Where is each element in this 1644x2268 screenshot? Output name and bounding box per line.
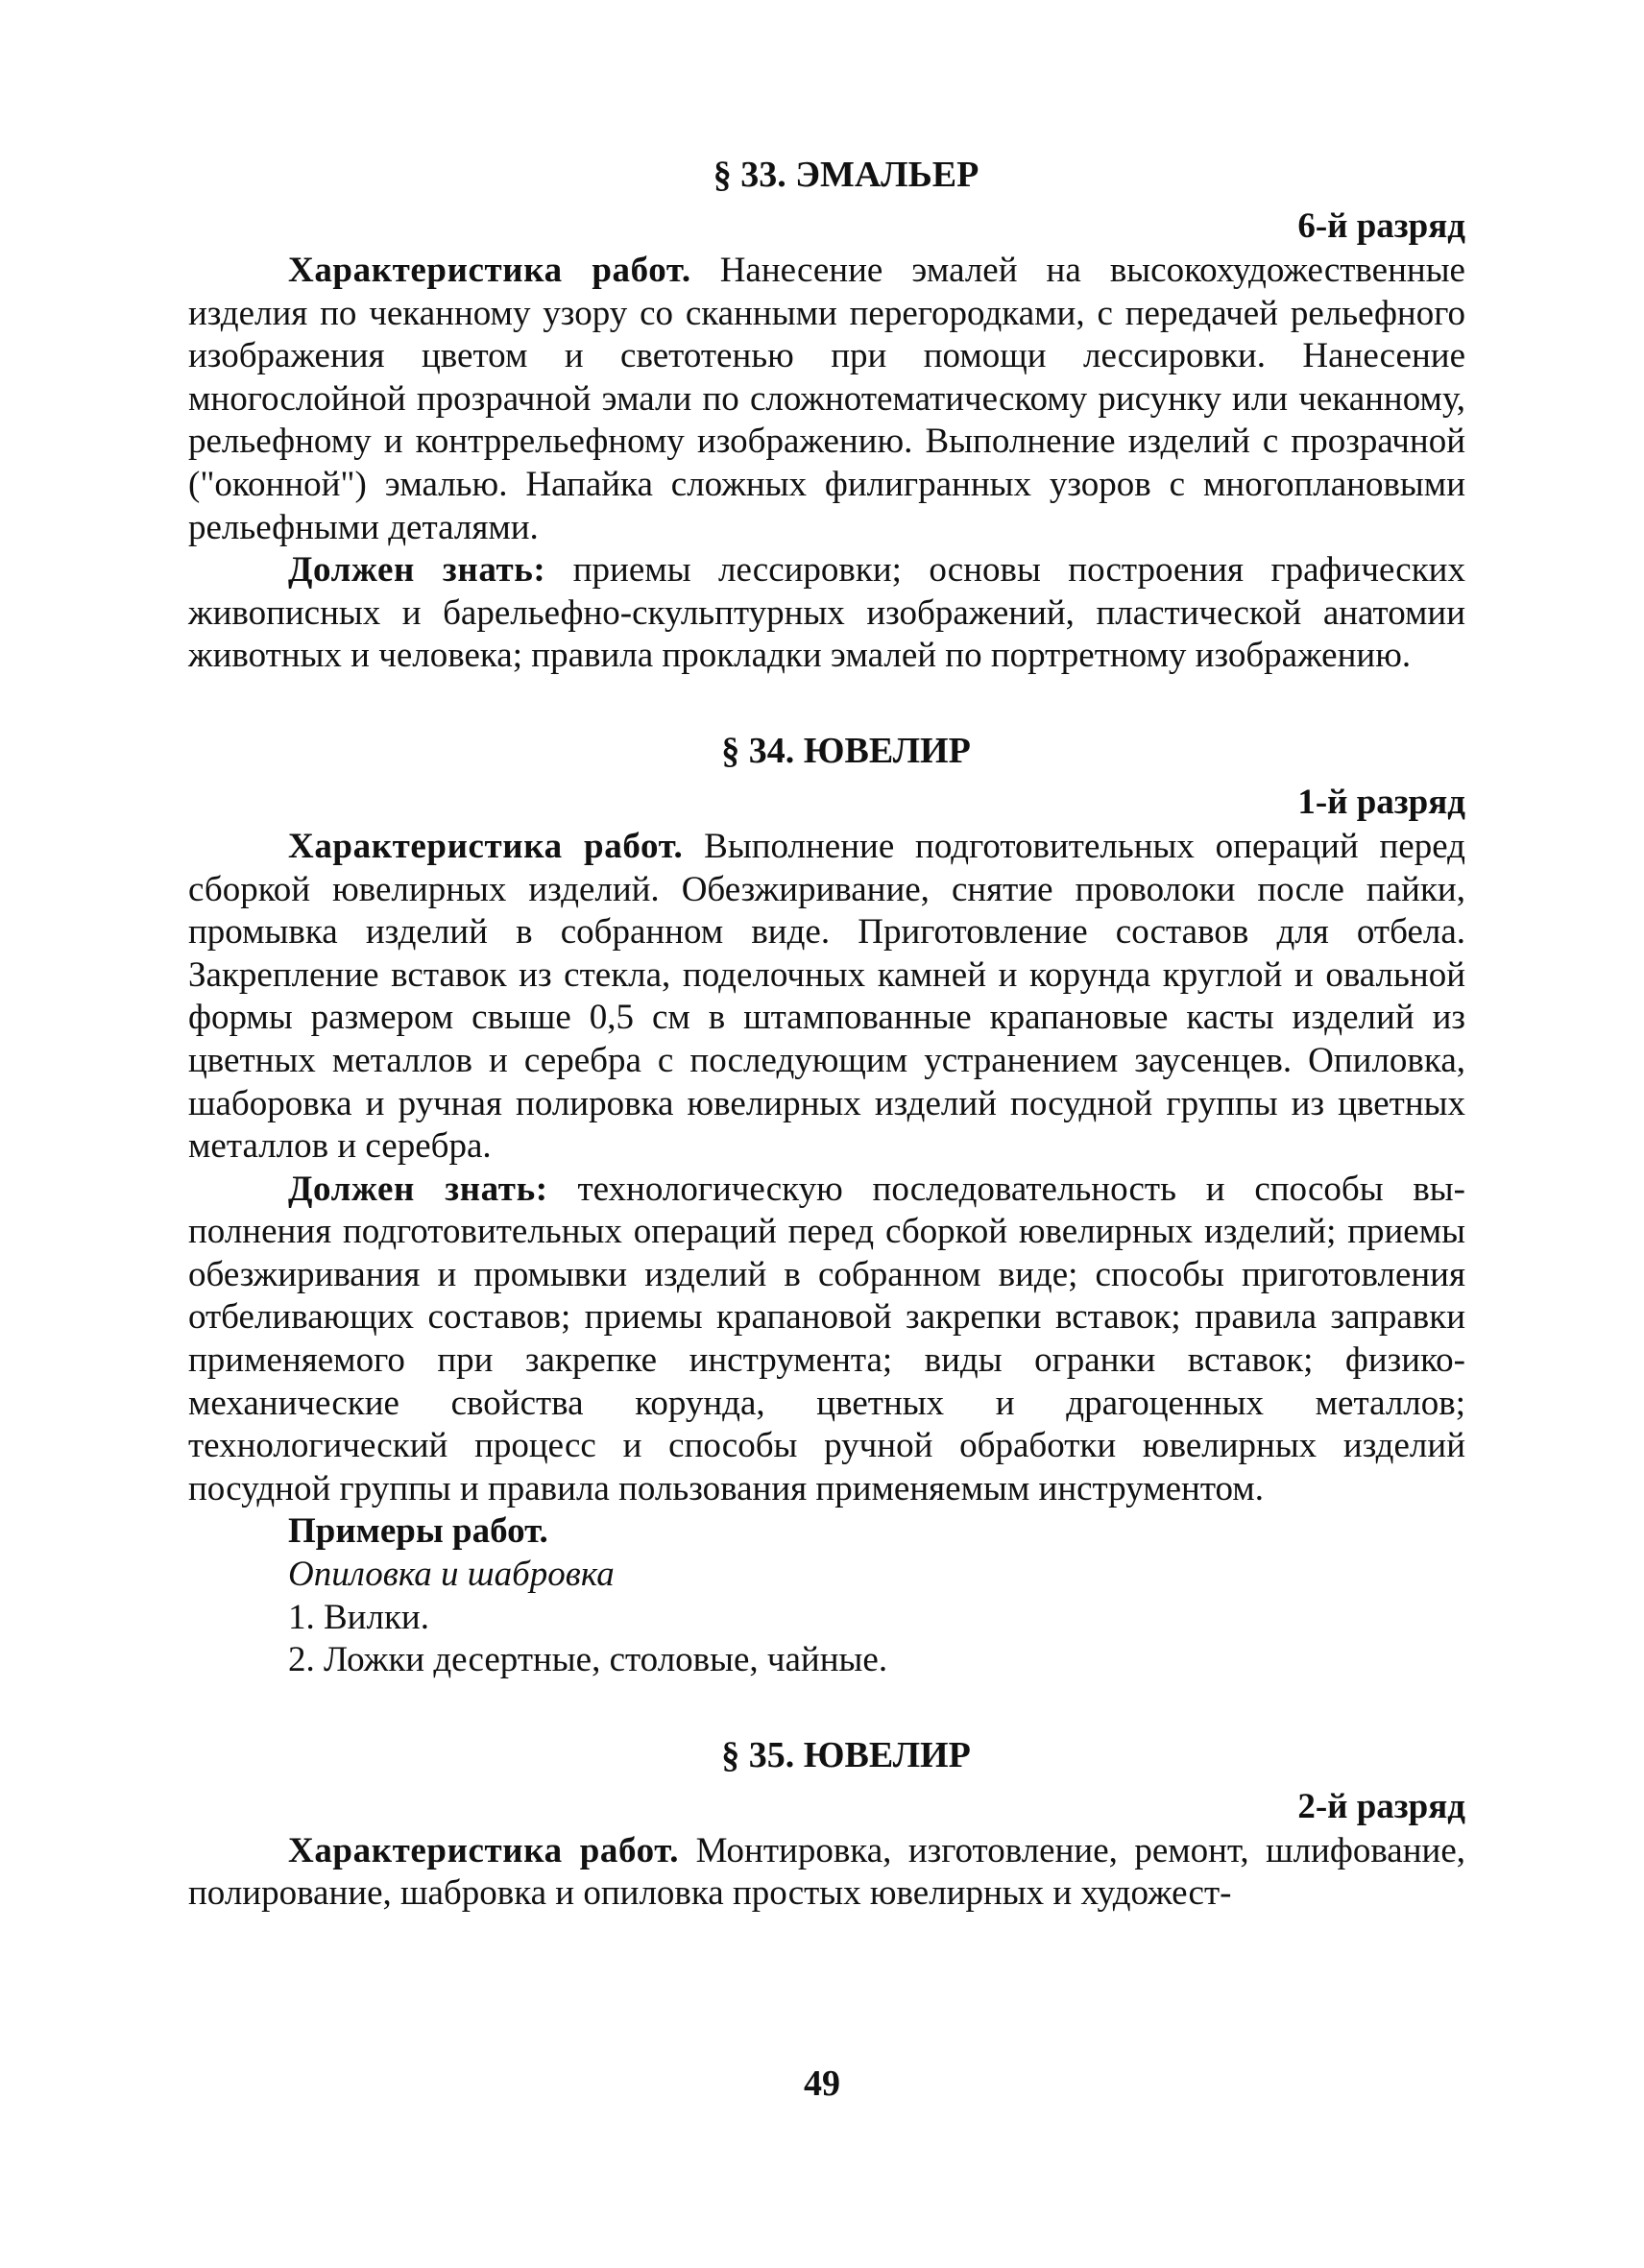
paragraph [188, 826, 1465, 1169]
section-33 [188, 154, 1465, 678]
document-page [188, 154, 1465, 1916]
paragraph [188, 549, 1465, 678]
examples-subheading: Опиловка и шабровка [288, 1555, 615, 1595]
grade-label: 6-й разряд [1297, 206, 1465, 246]
grade-label: 2-й разряд [1297, 1786, 1465, 1826]
paragraph-lead: Должен знать: [288, 1169, 548, 1209]
paragraph-text: технологическую последовательность и способы выполнения подготовительных операций перед сборкой ювелирных изделий; приемы обезжиривания и промывки изделий в собранном виде; способы приготовления отбеливающих составов; приемы крапановой закрепки вставок; правила заправки применяемого при закрепке инструмента; виды огранки вставок; физико-механические свойства корунда, цветных и драгоценных металлов; технологический процесс и способы ручной обработки ювелирных изделий посудной группы и правила пользования применяемым инструментом. [188, 1169, 1465, 1508]
example-item: 2. Ложки десертные, столовые, чайные. [288, 1640, 888, 1680]
paragraph-text: приемы лессировки; основы построения графических живописных и барельефно-скульптурных изображений, пластической анатомии животных и человека; правила прокладки эмалей по портретному изображению. [188, 550, 1465, 676]
section-title: § 33. ЭМАЛЬЕР [713, 155, 979, 195]
section-34 [188, 730, 1465, 1682]
paragraph-text: Монтировка, изготовление, ремонт, шлифование, полирование, шабровка и опиловка простых ювелирных и художест- [188, 1830, 1465, 1914]
grade-label: 1-й разряд [1297, 782, 1465, 822]
paragraph-lead: Должен знать: [288, 550, 546, 591]
examples-heading: Примеры работ. [288, 1511, 548, 1552]
section-title: § 34. ЮВЕЛИР [721, 730, 971, 771]
section-35 [188, 1734, 1465, 1916]
paragraph-lead: Характеристика работ. [288, 1830, 680, 1870]
paragraph [188, 1169, 1465, 1511]
paragraph [188, 1830, 1465, 1916]
paragraph-text: Выполнение подготовительных операций перед сборкой ювелирных изделий. Обезжиривание, снятие проволоки после пайки, промывка изделий в собранном виде. Приготовление составов для отбела. Закрепление вставок из стекла, поделочных камней и корунда круглой и овальной формы размером свыше 0,5 см в штампованные крапановые касты изделий из цветных металлов и серебра с последующим устранением заусенцев. Опиловка, шаборовка и ручная полировка ювелирных изделий посудной группы из цветных металлов и серебра. [188, 826, 1465, 1167]
paragraph-lead: Характеристика работ. [288, 826, 684, 866]
paragraph-text: Нанесение эмалей на высокохудожественные изделия по чеканному узору со сканными перегородками, с передачей рельефного изображения цветом и светотенью при помощи лессировки. Нанесение многослойной прозрачной эмали по сложнотематическому рисунку или чеканному, рельефному и контррельефному изображению. Выполнение изделий с прозрачной ("оконной") эмалью. Напайка сложных филигранных узоров с многоплановыми рельефными деталями. [188, 251, 1465, 547]
paragraph-lead: Характеристика работ. [288, 251, 691, 290]
section-title: § 35. ЮВЕЛИР [721, 1734, 971, 1775]
paragraph [188, 250, 1465, 549]
page-number: 49 [804, 2063, 840, 2104]
example-item: 1. Вилки. [288, 1597, 429, 1637]
